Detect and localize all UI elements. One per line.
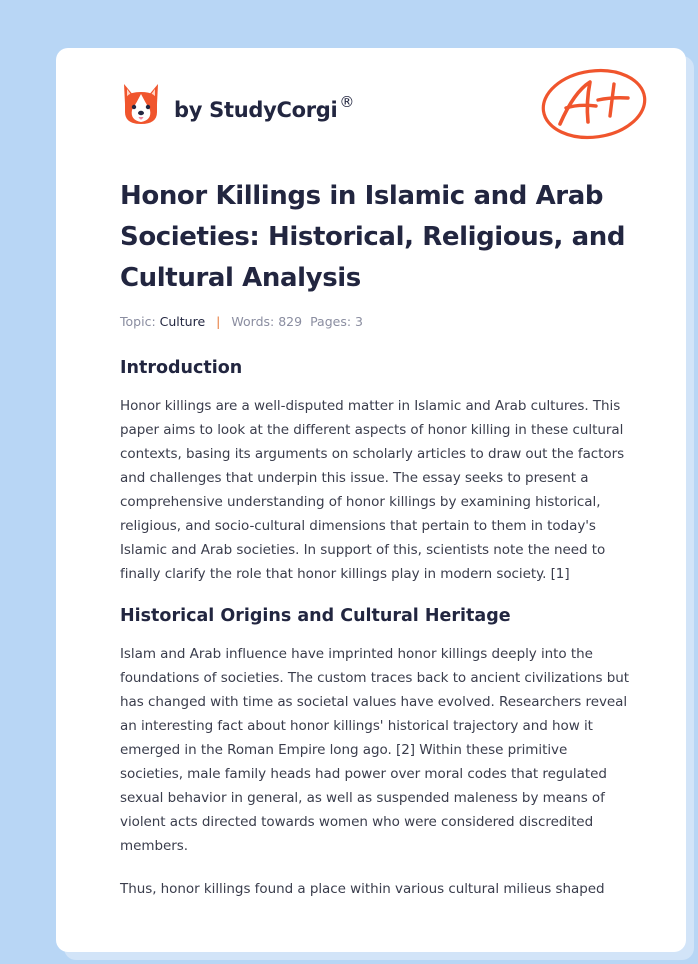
historical-paragraph: Islam and Arab influence have imprinted honor killings deeply into the foundations of societies. The custom traces back to ancient civilizations but has changed with time as societal values have evolved. Researchers reveal an interesting fact about honor killings' historical trajectory and how it emerged in the Roman Empire long ago. [2] Within these primitive societies, male family heads had power over moral codes that regulated sexual behavior in general, as well as suspended maleness by means of violent acts directed towards women who were considered discredited members. [120, 646, 629, 854]
topic-label: Topic: [120, 314, 156, 329]
topic-link[interactable]: Culture [159, 314, 206, 329]
meta-separator: | [216, 314, 221, 329]
brand-name: by StudyCorgi ® [174, 93, 355, 122]
document-header [120, 74, 650, 164]
section-heading-introduction: Introduction [120, 358, 243, 378]
registered-mark: ® [339, 93, 355, 111]
a-plus-grade-icon [538, 62, 650, 142]
historical-paragraph-continued: Thus, honor killings found a place within various cultural milieus shaped [120, 881, 605, 897]
introduction-paragraph: Honor killings are a well-disputed matter in Islamic and Arab cultures. This paper aims to look at the different aspects of honor killing in these cultural contexts, basing its arguments on scholarly articles to draw out the factors and challenges that underpin this issue. The essay seeks to present a comprehensive understanding of honor killings by examining historical, religious, and socio-cultural dimensions that pertain to them in today's Islamic and Arab societies. In support of this, scientists note the need to finally clarify the role that honor killings play in modern society. [1] [120, 398, 625, 582]
document-title: Honor Killings in Islamic and Arab Societies: Historical, Religious, and Cultural Analysis [120, 181, 626, 293]
document-meta [120, 314, 630, 329]
page-count: Pages: 3 [310, 314, 363, 329]
section-heading-historical-origins: Historical Origins and Cultural Heritage [120, 606, 511, 626]
corgi-logo-icon [120, 80, 162, 128]
document-content [120, 176, 630, 901]
document-card [56, 48, 686, 952]
word-count: Words: 829 [231, 314, 303, 329]
studycorgi-logo[interactable] [120, 74, 354, 134]
